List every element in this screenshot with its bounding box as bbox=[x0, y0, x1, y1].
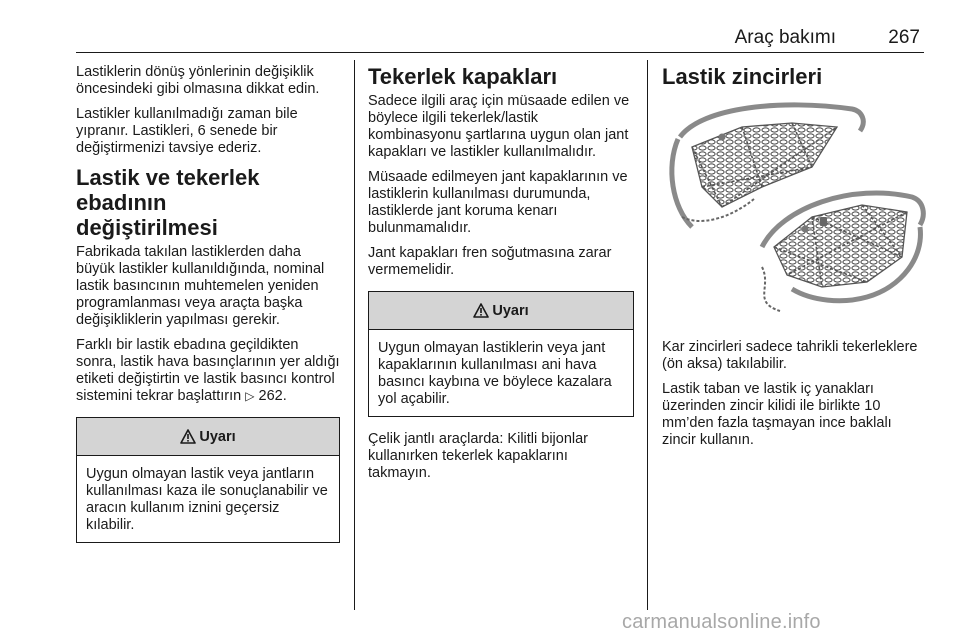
warning-text: Uygun olmayan lastiklerin veya jant kapaklarının kullanılması ani hava basıncı kaybına ve böylece kazalara yol açabilir. bbox=[378, 340, 612, 407]
page-number: 267 bbox=[888, 27, 920, 48]
paragraph bbox=[76, 337, 340, 405]
column-3 bbox=[662, 64, 926, 457]
snow-chain-illustration bbox=[662, 97, 926, 317]
warning-header bbox=[77, 418, 339, 456]
warning-box bbox=[368, 291, 634, 417]
page-header bbox=[76, 27, 924, 51]
paragraph: Çelik jantlı araçlarda: Kilitli bijonlar kullanırken tekerlek kapaklarını takmayın. bbox=[368, 431, 589, 481]
paragraph: Müsaade edilmeyen jant kapaklarının ve lastiklerin kullanılması durumunda, lastiklerde jant koruma kenarı bulunmamalıdır. bbox=[368, 169, 628, 236]
warning-label: Uyarı bbox=[492, 302, 529, 319]
watermark: carmanualsonline.info bbox=[622, 611, 821, 633]
column-2 bbox=[368, 64, 634, 490]
paragraph: Kar zincirleri sadece tahrikli tekerleklere (ön aksa) takılabilir. bbox=[662, 339, 918, 372]
column-divider-left bbox=[354, 60, 355, 610]
heading-line: değiştirilmesi bbox=[76, 215, 218, 240]
paragraph: Fabrikada takılan lastiklerden daha büyük lastikler kullanıldığında, nominal lastik basıncının muhtemelen yeniden programlanması veya araçta başka değişikliklerin yapılması gerekir. bbox=[76, 244, 325, 328]
section-heading: Lastik zincirleri bbox=[662, 64, 823, 89]
warning-box bbox=[76, 417, 340, 543]
paragraph: Jant kapakları fren soğutmasına zarar vermemelidir. bbox=[368, 245, 612, 278]
paragraph: Sadece ilgili araç için müsaade edilen ve böylece ilgili tekerlek/lastik kombinasyonu şartlarına uygun olan jant kapakları ve lastikler kullanılmalıdır. bbox=[368, 93, 630, 160]
column-1 bbox=[76, 64, 340, 557]
warning-text: Uygun olmayan lastik veya jantların kullanılması kaza ile sonuçlanabilir ve aracın kullanım iznini geçersiz kılabilir. bbox=[86, 466, 328, 533]
paragraph: Lastiklerin dönüş yönlerinin değişiklik öncesindeki gibi olmasına dikkat edin. bbox=[76, 64, 320, 97]
warning-triangle-icon bbox=[473, 303, 489, 318]
paragraph: Lastik taban ve lastik iç yanakları üzerinden zincir kilidi ile birlikte 10 mm’den fazla taşmayan ince baklalı zincir kullanın. bbox=[662, 381, 892, 448]
section-title: Araç bakımı bbox=[734, 27, 836, 48]
upper-chain bbox=[672, 105, 863, 227]
paragraph: Lastikler kullanılmadığı zaman bile yıpranır. Lastikleri, 6 senede bir değiştirmenizi tavsiye ederiz. bbox=[76, 106, 298, 156]
page-reference[interactable]: 262. bbox=[258, 388, 287, 404]
warning-label: Uyarı bbox=[199, 428, 236, 445]
header-rule bbox=[76, 52, 924, 53]
warning-triangle-icon bbox=[180, 429, 196, 444]
section-heading bbox=[76, 165, 340, 240]
column-divider-right bbox=[647, 60, 648, 610]
paragraph-text: Farklı bir lastik ebadına geçildikten sonra, lastik hava basınçlarının yer aldığı etiketi değiştirtin ve lastik basıncı kontrol sistemini tekrar başlattırın bbox=[76, 337, 340, 404]
page-reference-arrow-icon: ▷ bbox=[245, 389, 255, 403]
heading-line: Lastik ve tekerlek ebadının bbox=[76, 165, 260, 215]
warning-body bbox=[369, 330, 633, 416]
warning-body bbox=[77, 456, 339, 542]
lower-chain bbox=[762, 193, 923, 311]
warning-header bbox=[369, 292, 633, 330]
section-heading: Tekerlek kapakları bbox=[368, 64, 558, 89]
